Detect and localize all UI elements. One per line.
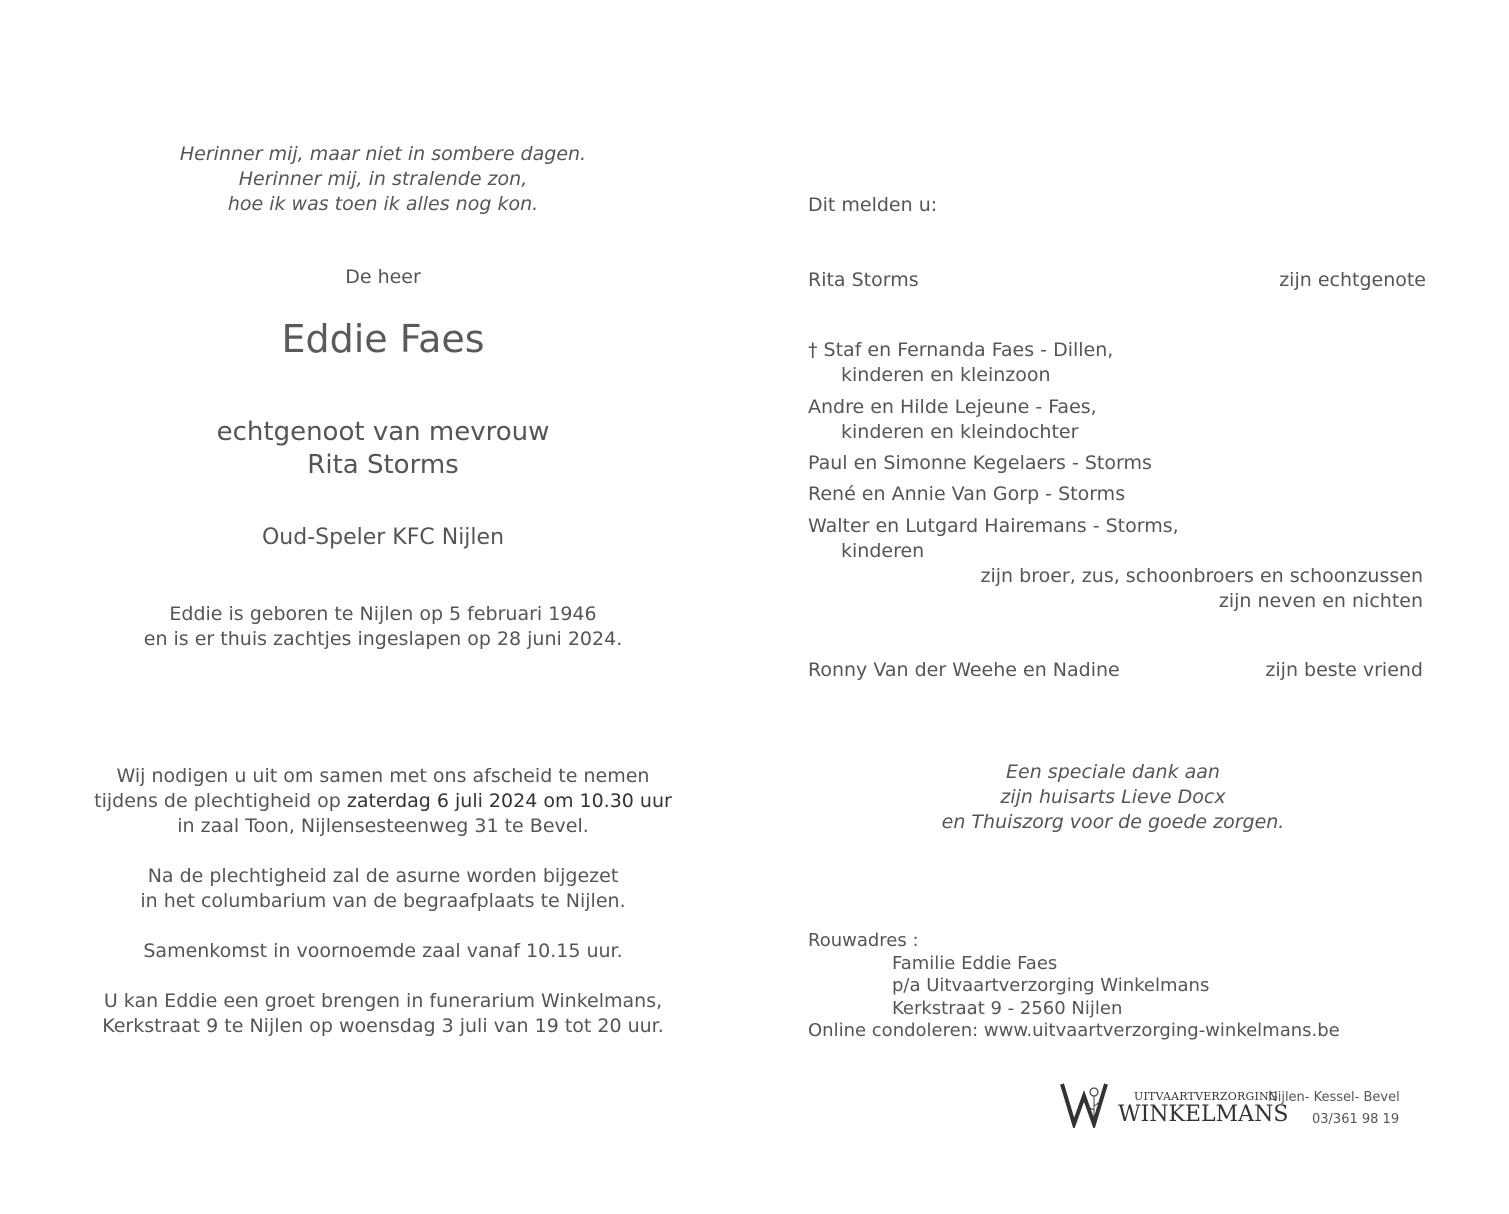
invitation-line	[60, 789, 706, 814]
family-descendants: kinderen en kleinzoon	[841, 364, 1051, 386]
logo-phone: 03/361 98 19	[1312, 1112, 1400, 1127]
family-entry	[808, 514, 1179, 564]
spouse-row-name: Rita Storms	[808, 269, 919, 291]
family-entry	[808, 482, 1125, 507]
family-relation	[981, 564, 1423, 614]
life-dates	[90, 602, 676, 652]
family-names: † Staf en Fernanda Faes - Dillen,	[808, 339, 1114, 361]
ceremony-prefix: tijdens de plechtigheid op	[94, 790, 347, 812]
thanks-line: en Thuiszorg voor de goede zorgen.	[941, 811, 1285, 833]
urn-line: in het columbarium van de begraafplaats te Nijlen.	[140, 890, 626, 912]
urn-paragraph	[60, 864, 706, 914]
invitation-line: in zaal Toon, Nijlensesteenweg 31 te Bevel.	[177, 815, 589, 837]
ceremony-datetime: zaterdag 6 juli 2024 om 10.30 uur	[346, 790, 672, 812]
friend-row	[808, 658, 1423, 683]
poem	[90, 142, 676, 217]
relation-cousins: zijn neven en nichten	[1218, 590, 1423, 612]
logo-subtitle: UITVAARTVERZORGING	[1134, 1090, 1278, 1103]
poem-line: hoe ik was toen ik alles nog kon.	[227, 193, 539, 215]
funeral-home-logo	[1060, 1078, 1400, 1134]
spouse-row	[808, 268, 1426, 293]
online-condolence: Online condoleren: www.uitvaartverzorging-winkelmans.be	[808, 1020, 1340, 1041]
title-prefix: De heer	[345, 266, 421, 288]
spouse-block	[90, 416, 676, 482]
notify-label: Dit melden u:	[808, 194, 938, 216]
birth-line: Eddie is geboren te Nijlen op 5 februari 1946	[169, 603, 597, 625]
family-descendants: kinderen	[841, 540, 925, 562]
thanks-note	[808, 760, 1418, 835]
family-entry	[808, 338, 1113, 388]
address-line: p/a Uitvaartverzorging Winkelmans	[892, 975, 1210, 996]
mourning-address	[808, 930, 1340, 1043]
visit-paragraph	[60, 989, 706, 1039]
friend-row-relation: zijn beste vriend	[1265, 659, 1423, 681]
friend-row-name: Ronny Van der Weehe en Nadine	[808, 659, 1120, 681]
family-names: René en Annie Van Gorp - Storms	[808, 483, 1126, 505]
family-names: Andre en Hilde Lejeune - Faes,	[808, 396, 1097, 418]
address-line: Kerkstraat 9 - 2560 Nijlen	[892, 997, 1123, 1019]
spouse-name: Rita Storms	[307, 450, 459, 480]
poem-line: Herinner mij, in stralende zon,	[238, 168, 528, 190]
poem-line: Herinner mij, maar niet in sombere dagen.	[179, 143, 587, 165]
urn-line: Na de plechtigheid zal de asurne worden bijgezet	[147, 865, 619, 887]
address-label: Rouwadres :	[808, 930, 919, 951]
ceremony-info	[60, 764, 706, 1064]
thanks-line: Een speciale dank aan	[1006, 761, 1220, 783]
family-descendants: kinderen en kleindochter	[841, 421, 1079, 443]
family-entry	[808, 395, 1097, 445]
logo-locations: Nijlen- Kessel- Bevel	[1268, 1090, 1400, 1105]
relation-siblings: zijn broer, zus, schoonbroers en schoonzussen	[980, 565, 1423, 587]
family-entry	[808, 451, 1152, 476]
rose-monogram-icon	[1060, 1078, 1120, 1128]
family-names: Walter en Lutgard Hairemans - Storms,	[808, 515, 1179, 537]
club-affiliation: Oud-Speler KFC Nijlen	[261, 525, 505, 550]
gathering-line: Samenkomst in voornoemde zaal vanaf 10.15 uur.	[143, 940, 623, 962]
invitation-line: Wij nodigen u uit om samen met ons afscheid te nemen	[116, 765, 650, 787]
visit-line: Kerkstraat 9 te Nijlen op woensdag 3 juli van 19 tot 20 uur.	[102, 1015, 664, 1037]
spouse-intro: echtgenoot van mevrouw	[216, 417, 550, 447]
family-names: Paul en Simonne Kegelaers - Storms	[808, 452, 1152, 474]
invitation-paragraph	[60, 764, 706, 839]
death-line: en is er thuis zachtjes ingeslapen op 28 juni 2024.	[143, 628, 623, 650]
deceased-name: Eddie Faes	[281, 317, 485, 361]
visit-line: U kan Eddie een groet brengen in funerarium Winkelmans,	[103, 990, 663, 1012]
address-line: Familie Eddie Faes	[892, 952, 1058, 974]
logo-wordmark: WINKELMANS	[1118, 1102, 1289, 1127]
gathering-paragraph	[60, 939, 706, 964]
thanks-line: zijn huisarts Lieve Docx	[1000, 786, 1226, 808]
spouse-row-relation: zijn echtgenote	[1279, 269, 1426, 291]
